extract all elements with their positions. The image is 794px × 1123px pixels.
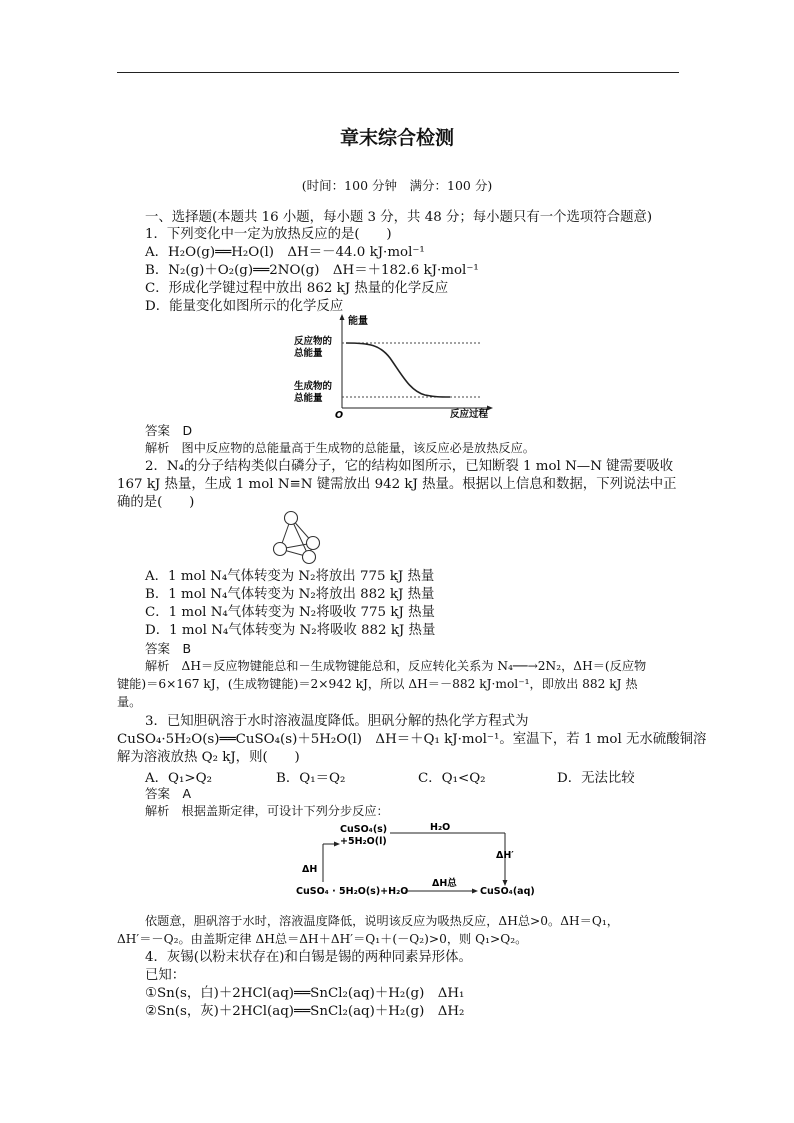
reactant-label-line2: 总能量 [294,348,323,359]
q3-conclusion-line1: 依题意，胆矾溶于水时，溶液温度降低，说明该反应为吸热反应，ΔH总>0。ΔH＝Q₁， [145,914,619,928]
q3-stem-line3: 解为溶液放热 Q₂ kJ，则( ) [117,750,300,765]
exam-info: (时间：100 分钟 满分：100 分) [301,178,493,193]
q2-stem-line1: 2．N₄的分子结构类似白磷分子，它的结构如图所示，已知断裂 1 mol N—N 键需要吸收 [145,459,674,474]
n4-atom [285,512,298,525]
q2-explanation-line2: 键能)＝6×167 kJ，(生成物键能)＝2×942 kJ，所以 ΔH＝－882 kJ·mol⁻¹，即放出 882 kJ 热 [117,677,638,691]
q3-stem-line2: CuSO₄·5H₂O(s)══CuSO₄(s)＋5H₂O(l) ΔH＝＋Q₁ kJ·mol⁻¹。室温下，若 1 mol 无水硫酸铜溶 [117,732,707,747]
q4-known: 已知： [145,968,186,983]
page-title: 章末综合检测 [339,127,454,149]
cycle-bottom-right: CuSO₄(aq) [480,886,535,897]
q3-option-b: B．Q₁＝Q₂ [276,771,346,786]
q2-option-b: B．1 mol N₄气体转变为 N₂将放出 882 kJ 热量 [145,587,435,602]
q1-option-b: B．N₂(g)＋O₂(g)══2NO(g) ΔH＝＋182.6 kJ·mol⁻¹ [145,263,479,278]
q3-conclusion-line2: ΔH′＝－Q₂。由盖斯定律 ΔH总＝ΔH＋ΔH′＝Q₁＋(－Q₂)>0，则 Q₁>Q₂。 [117,932,528,946]
q1-option-a: A．H₂O(g)══H₂O(l) ΔH＝－44.0 kJ·mol⁻¹ [145,245,425,260]
n4-atom [274,543,287,556]
cycle-bottom-arrow-label: ΔH总 [432,878,457,889]
product-label-line2: 总能量 [294,393,323,404]
q2-option-c: C．1 mol N₄气体转变为 N₂将吸收 775 kJ 热量 [145,605,435,620]
origin-label: O [335,410,344,419]
q2-answer: 答案 B [145,641,192,656]
cycle-top-arrow-label: H₂O [430,822,451,833]
q1-explanation: 解析 图中反应物的总能量高于生成物的总能量，该反应必是放热反应。 [145,441,535,455]
q4-equation-1: ①Sn(s，白)＋2HCl(aq)══SnCl₂(aq)＋H₂(g) ΔH₁ [145,986,465,1001]
cycle-top-left-line2: +5H₂O(l) [340,836,387,847]
reactant-label-line1: 反应物的 [294,336,333,347]
q2-option-a: A．1 mol N₄气体转变为 N₂将放出 775 kJ 热量 [145,569,435,584]
q3-stem-line1: 3．已知胆矾溶于水时溶液温度降低。胆矾分解的热化学方程式为 [145,714,529,729]
energy-diagram [290,313,510,419]
q3-option-d: D．无法比较 [557,771,635,786]
q1-answer: 答案 D [145,423,193,438]
energy-y-arrow [340,314,345,320]
cycle-bottom-left: CuSO₄ · 5H₂O(s)+H₂O [296,886,409,897]
cycle-left-arrow-label: ΔH [302,864,318,875]
energy-curve [346,343,450,397]
section-heading: 一、选择题(本题共 16 小题，每小题 3 分，共 48 分；每小题只有一个选项符合题意) [145,210,653,225]
q2-explanation-line1: 解析 ΔH＝反应物键能总和－生成物键能总和，反应转化关系为 N₄──→2N₂，ΔH＝(反应物 [145,659,647,673]
cycle-top-left-line1: CuSO₄(s) [340,824,388,835]
n4-atom [303,551,316,564]
q1-option-d: D．能量变化如图所示的化学反应 [145,299,344,314]
q4-equation-2: ②Sn(s，灰)＋2HCl(aq)══SnCl₂(aq)＋H₂(g) ΔH₂ [145,1004,465,1019]
cycle-bottom-arrowhead [472,889,478,894]
product-label-line1: 生成物的 [294,381,333,392]
x-axis-label: 反应过程 [450,409,489,419]
cycle-right-arrow-label: ΔH′ [496,850,514,861]
q3-answer: 答案 A [145,786,192,801]
q1-option-c: C．形成化学键过程中放出 862 kJ 热量的化学反应 [145,281,449,296]
q3-explanation: 解析 根据盖斯定律，可设计下列分步反应： [145,804,389,818]
q2-option-d: D．1 mol N₄气体转变为 N₂将吸收 882 kJ 热量 [145,623,436,638]
n4-molecule-diagram [268,508,328,568]
q2-stem-line2: 167 kJ 热量，生成 1 mol N≡N 键需放出 942 kJ 热量。根据以上信息和数据，下列说法中正 [117,477,677,492]
q4-stem: 4．灰锡(以粉末状存在)和白锡是锡的两种同素异形体。 [145,950,472,965]
q2-stem-line3: 确的是( ) [117,495,195,510]
hess-cycle-diagram [290,820,540,902]
q2-explanation-line3: 量。 [117,695,142,709]
q1-stem: 1．下列变化中一定为放热反应的是( ) [145,227,392,242]
header-rule [117,72,679,73]
q3-option-c: C．Q₁<Q₂ [418,771,486,786]
y-axis-label: 能量 [348,316,368,327]
q3-option-a: A．Q₁>Q₂ [145,771,212,786]
n4-atom [307,537,320,550]
